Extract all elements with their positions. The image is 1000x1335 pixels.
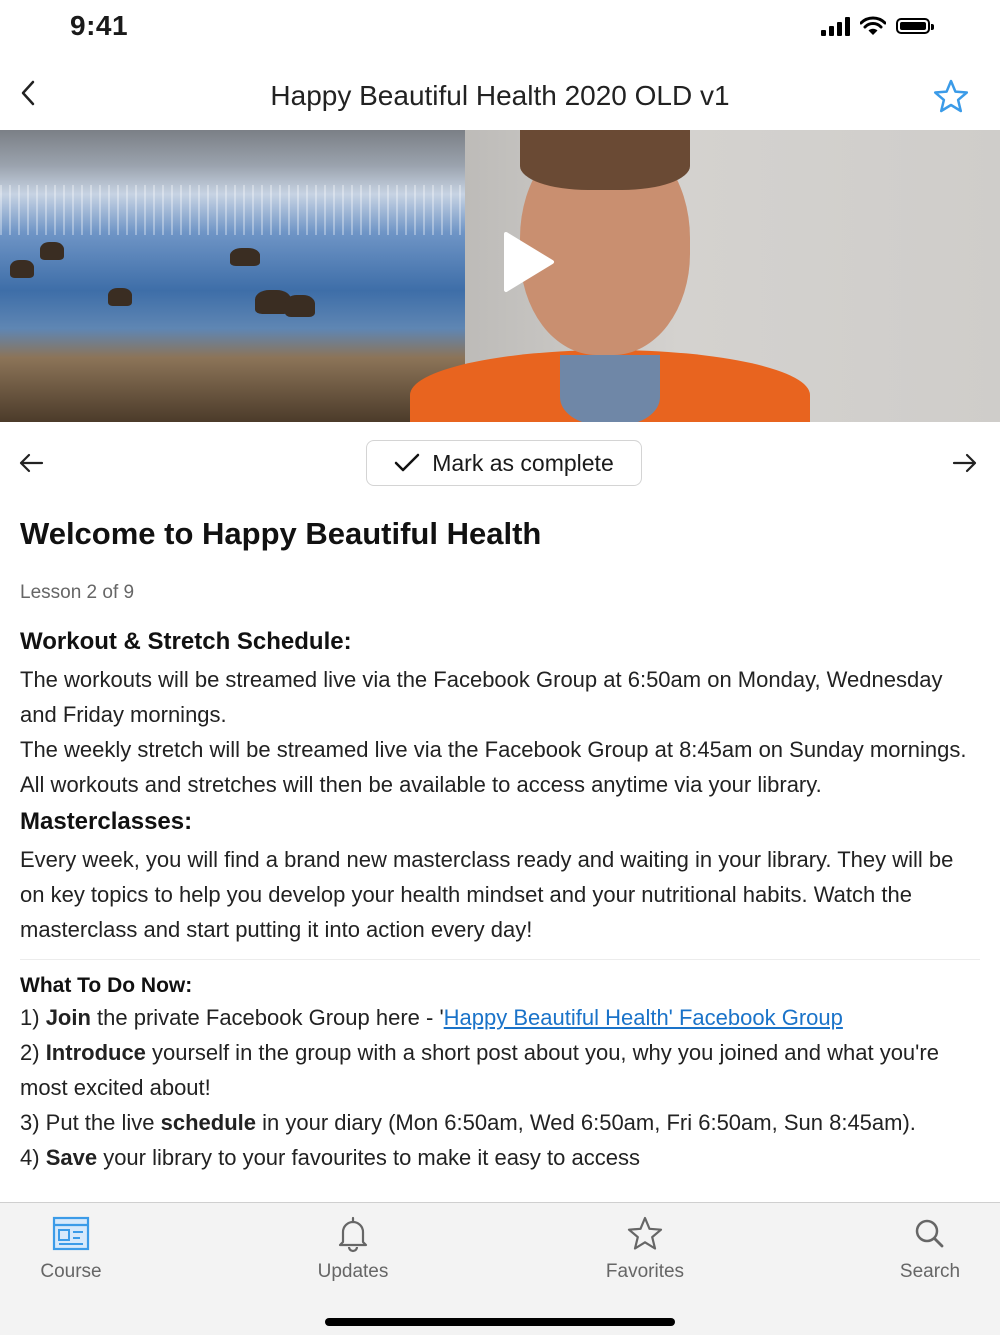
course-icon: [51, 1215, 91, 1253]
home-indicator[interactable]: [325, 1318, 675, 1326]
lesson-title: Welcome to Happy Beautiful Health: [20, 516, 542, 551]
workout-paragraph-3: All workouts and stretches will then be available to access anytime via your library.: [20, 772, 822, 797]
tab-search[interactable]: [850, 1215, 1000, 1283]
todo-step-4: 4) Save your library to your favourites to make it easy to access: [20, 1145, 640, 1170]
facebook-group-link[interactable]: Happy Beautiful Health' Facebook Group: [443, 1005, 843, 1030]
status-bar: [0, 0, 1000, 58]
workout-heading: Workout & Stretch Schedule:: [20, 628, 352, 655]
tab-favorites[interactable]: [565, 1215, 725, 1283]
workout-paragraph-1: The workouts will be streamed live via the Facebook Group at 6:50am on Monday, Wednesday and Friday mornings.: [20, 667, 943, 727]
previous-lesson-arrow-icon[interactable]: [18, 450, 44, 476]
todo-step-2: 2) Introduce yourself in the group with a short post about you, why you joined and what you're most excited about!: [20, 1040, 939, 1100]
cellular-signal-icon: [821, 16, 850, 36]
mark-complete-label: Mark as complete: [432, 449, 614, 476]
lesson-body: [20, 628, 980, 1175]
checkmark-icon: [394, 452, 420, 474]
nav-bar: [0, 58, 1000, 130]
mark-complete-button[interactable]: [366, 440, 642, 486]
todo-step-3: 3) Put the live schedule in your diary (Mon 6:50am, Wed 6:50am, Fri 6:50am, Sun 8:45am).: [20, 1110, 916, 1135]
divider: [20, 959, 980, 960]
play-icon[interactable]: [500, 230, 556, 294]
status-time: 9:41: [70, 10, 129, 41]
bell-icon: [333, 1215, 373, 1253]
tab-course[interactable]: [0, 1215, 151, 1283]
lesson-content[interactable]: [20, 508, 980, 1200]
status-icons: [821, 16, 930, 36]
tab-updates[interactable]: [273, 1215, 433, 1283]
tab-favorites-label: Favorites: [605, 1261, 685, 1282]
star-outline-icon: [625, 1215, 665, 1253]
tab-bar: [0, 1202, 1000, 1335]
workout-paragraph-2: The weekly stretch will be streamed live via the Facebook Group at 8:45am on Sunday mornings.: [20, 737, 967, 762]
masterclasses-heading: Masterclasses:: [20, 808, 193, 835]
favorite-star-icon[interactable]: [932, 78, 970, 116]
masterclasses-paragraph: Every week, you will find a brand new masterclass ready and waiting in your library. They will be on key topics to help you develop your health mindset and your nutritional habits. Watch the masterclass and start putting it into action every day!: [20, 847, 954, 942]
tab-search-label: Search: [899, 1261, 961, 1282]
todo-heading: What To Do Now:: [20, 974, 193, 997]
next-lesson-arrow-icon[interactable]: [952, 450, 978, 476]
search-icon: [910, 1215, 950, 1253]
tab-updates-label: Updates: [317, 1261, 389, 1282]
lesson-video[interactable]: [0, 130, 1000, 422]
video-scenery-image: [0, 130, 465, 422]
tab-course-label: Course: [40, 1261, 102, 1282]
wifi-icon: [860, 16, 886, 36]
page-title: Happy Beautiful Health 2020 OLD v1: [270, 80, 730, 111]
todo-step-1: 1) Join the private Facebook Group here - 'Happy Beautiful Health' Facebook Group: [20, 1005, 843, 1030]
battery-icon: [896, 18, 930, 34]
lesson-progress-label: Lesson 2 of 9: [20, 582, 135, 603]
